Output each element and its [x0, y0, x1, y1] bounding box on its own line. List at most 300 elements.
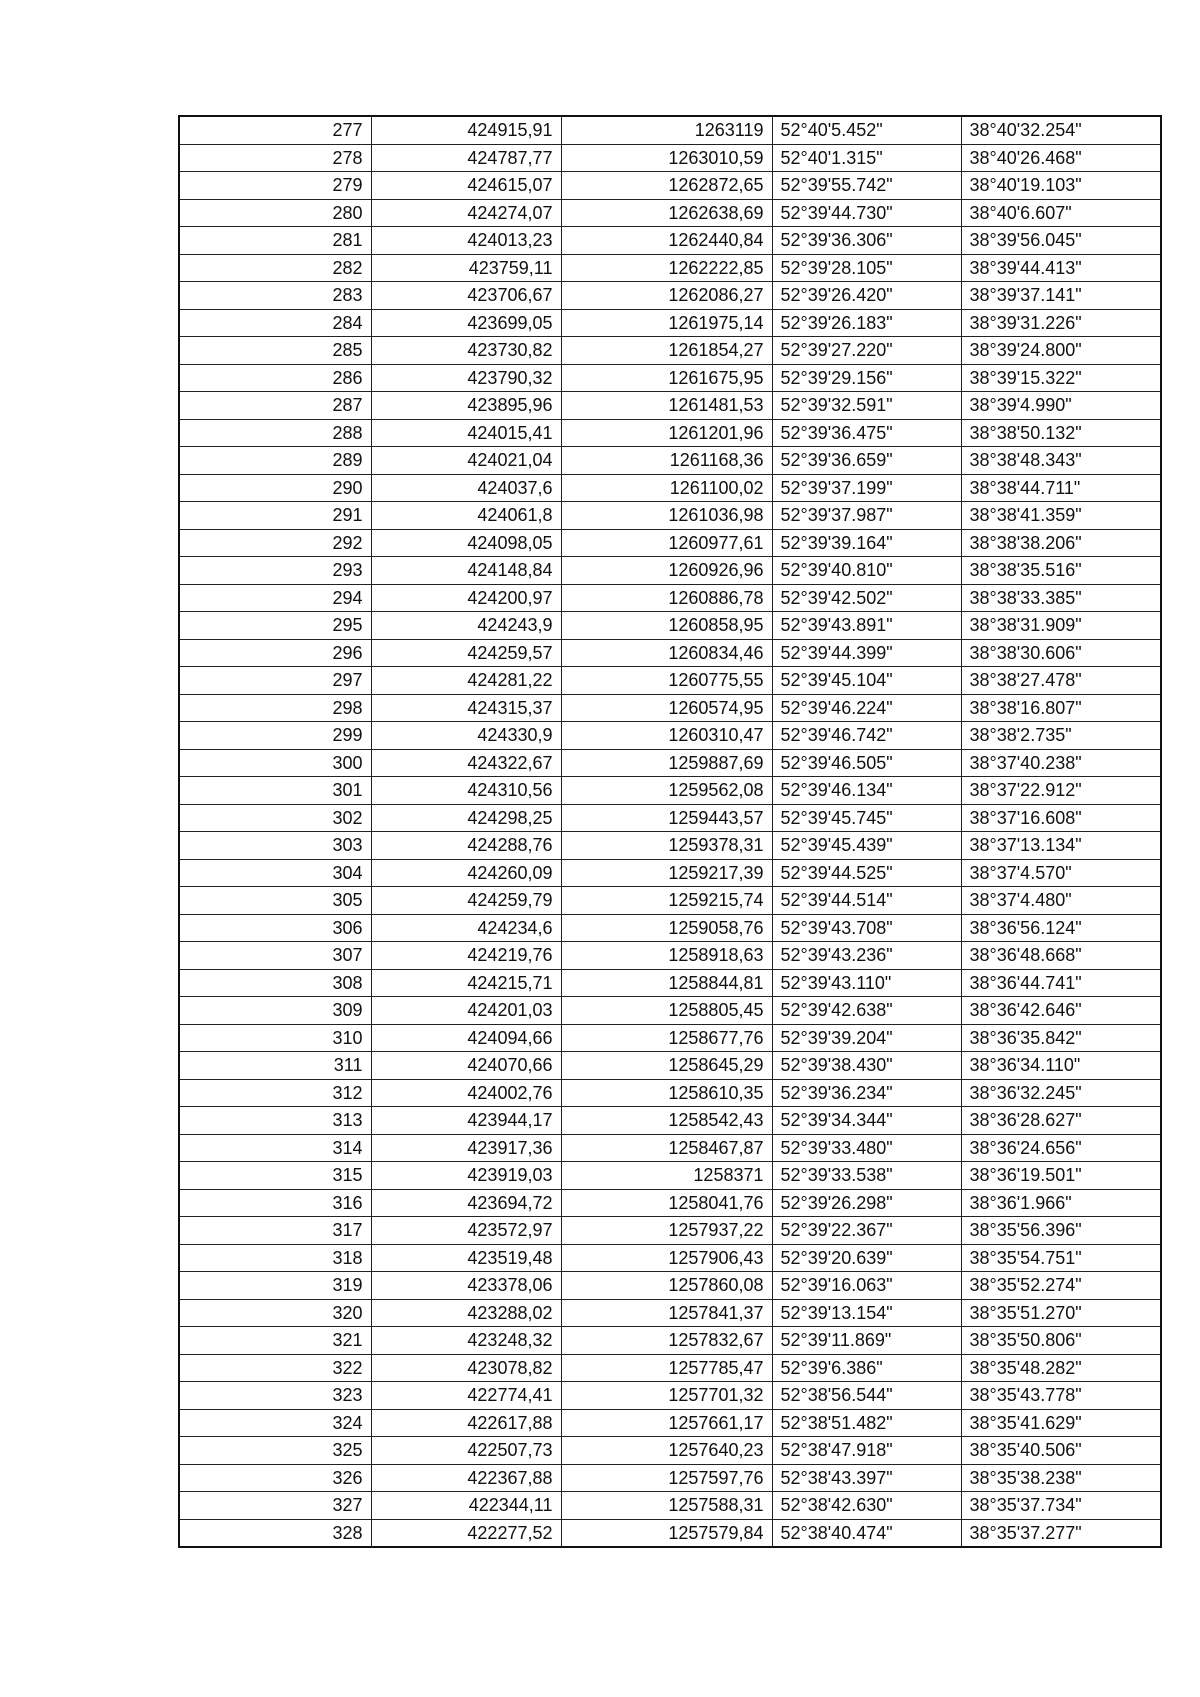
y-coordinate-cell: 1258610,35: [561, 1079, 772, 1107]
point-number-cell: 303: [179, 832, 371, 860]
y-coordinate-cell: 1258918,63: [561, 942, 772, 970]
x-coordinate-cell: 423730,82: [371, 337, 561, 365]
x-coordinate-cell: 424021,04: [371, 447, 561, 475]
latitude-cell: 52°39'45.745": [772, 804, 961, 832]
x-coordinate-cell: 424615,07: [371, 172, 561, 200]
y-coordinate-cell: 1257579,84: [561, 1519, 772, 1547]
x-coordinate-cell: 424322,67: [371, 749, 561, 777]
latitude-cell: 52°39'46.742": [772, 722, 961, 750]
y-coordinate-cell: 1257701,32: [561, 1382, 772, 1410]
point-number-cell: 318: [179, 1244, 371, 1272]
y-coordinate-cell: 1263119: [561, 116, 772, 144]
y-coordinate-cell: 1257906,43: [561, 1244, 772, 1272]
x-coordinate-cell: 424200,97: [371, 584, 561, 612]
table-row: [179, 1272, 1161, 1300]
longitude-cell: 38°37'22.912": [961, 777, 1161, 805]
longitude-cell: 38°38'16.807": [961, 694, 1161, 722]
longitude-cell: 38°36'35.842": [961, 1024, 1161, 1052]
x-coordinate-cell: 424259,79: [371, 887, 561, 915]
longitude-cell: 38°36'19.501": [961, 1162, 1161, 1190]
point-number-cell: 327: [179, 1492, 371, 1520]
y-coordinate-cell: 1261100,02: [561, 474, 772, 502]
table-row: [179, 914, 1161, 942]
table-row: [179, 116, 1161, 144]
longitude-cell: 38°35'37.277": [961, 1519, 1161, 1547]
point-number-cell: 287: [179, 392, 371, 420]
point-number-cell: 328: [179, 1519, 371, 1547]
latitude-cell: 52°38'42.630": [772, 1492, 961, 1520]
latitude-cell: 52°39'36.475": [772, 419, 961, 447]
y-coordinate-cell: 1258371: [561, 1162, 772, 1190]
y-coordinate-cell: 1257661,17: [561, 1409, 772, 1437]
table-row: [179, 1409, 1161, 1437]
longitude-cell: 38°37'40.238": [961, 749, 1161, 777]
x-coordinate-cell: 424259,57: [371, 639, 561, 667]
point-number-cell: 280: [179, 199, 371, 227]
table-row: [179, 942, 1161, 970]
latitude-cell: 52°39'34.344": [772, 1107, 961, 1135]
point-number-cell: 302: [179, 804, 371, 832]
table-row: [179, 749, 1161, 777]
longitude-cell: 38°37'16.608": [961, 804, 1161, 832]
y-coordinate-cell: 1260574,95: [561, 694, 772, 722]
longitude-cell: 38°40'32.254": [961, 116, 1161, 144]
table-row: [179, 419, 1161, 447]
table-row: [179, 612, 1161, 640]
latitude-cell: 52°39'40.810": [772, 557, 961, 585]
point-number-cell: 297: [179, 667, 371, 695]
latitude-cell: 52°39'32.591": [772, 392, 961, 420]
y-coordinate-cell: 1261675,95: [561, 364, 772, 392]
x-coordinate-cell: 424330,9: [371, 722, 561, 750]
x-coordinate-cell: 424215,71: [371, 969, 561, 997]
point-number-cell: 281: [179, 227, 371, 255]
point-number-cell: 293: [179, 557, 371, 585]
x-coordinate-cell: 423378,06: [371, 1272, 561, 1300]
y-coordinate-cell: 1259058,76: [561, 914, 772, 942]
x-coordinate-cell: 422617,88: [371, 1409, 561, 1437]
point-number-cell: 317: [179, 1217, 371, 1245]
table-row: [179, 887, 1161, 915]
x-coordinate-cell: 422277,52: [371, 1519, 561, 1547]
point-number-cell: 325: [179, 1437, 371, 1465]
table-row: [179, 337, 1161, 365]
latitude-cell: 52°39'39.204": [772, 1024, 961, 1052]
x-coordinate-cell: 423288,02: [371, 1299, 561, 1327]
longitude-cell: 38°38'31.909": [961, 612, 1161, 640]
y-coordinate-cell: 1261975,14: [561, 309, 772, 337]
point-number-cell: 321: [179, 1327, 371, 1355]
latitude-cell: 52°39'39.164": [772, 529, 961, 557]
y-coordinate-cell: 1261481,53: [561, 392, 772, 420]
longitude-cell: 38°36'42.646": [961, 997, 1161, 1025]
table-row: [179, 392, 1161, 420]
latitude-cell: 52°39'27.220": [772, 337, 961, 365]
y-coordinate-cell: 1257841,37: [561, 1299, 772, 1327]
latitude-cell: 52°39'11.869": [772, 1327, 961, 1355]
latitude-cell: 52°39'20.639": [772, 1244, 961, 1272]
x-coordinate-cell: 424201,03: [371, 997, 561, 1025]
latitude-cell: 52°38'47.918": [772, 1437, 961, 1465]
latitude-cell: 52°38'40.474": [772, 1519, 961, 1547]
longitude-cell: 38°35'51.270": [961, 1299, 1161, 1327]
x-coordinate-cell: 422367,88: [371, 1464, 561, 1492]
x-coordinate-cell: 424310,56: [371, 777, 561, 805]
point-number-cell: 289: [179, 447, 371, 475]
longitude-cell: 38°39'15.322": [961, 364, 1161, 392]
latitude-cell: 52°39'33.480": [772, 1134, 961, 1162]
latitude-cell: 52°39'22.367": [772, 1217, 961, 1245]
x-coordinate-cell: 423790,32: [371, 364, 561, 392]
latitude-cell: 52°39'46.505": [772, 749, 961, 777]
table-row: [179, 1464, 1161, 1492]
point-number-cell: 277: [179, 116, 371, 144]
point-number-cell: 320: [179, 1299, 371, 1327]
table-row: [179, 1024, 1161, 1052]
y-coordinate-cell: 1258805,45: [561, 997, 772, 1025]
longitude-cell: 38°38'2.735": [961, 722, 1161, 750]
latitude-cell: 52°39'46.134": [772, 777, 961, 805]
x-coordinate-cell: 423519,48: [371, 1244, 561, 1272]
latitude-cell: 52°39'36.659": [772, 447, 961, 475]
y-coordinate-cell: 1260886,78: [561, 584, 772, 612]
y-coordinate-cell: 1258542,43: [561, 1107, 772, 1135]
y-coordinate-cell: 1259562,08: [561, 777, 772, 805]
x-coordinate-cell: 424219,76: [371, 942, 561, 970]
longitude-cell: 38°35'38.238": [961, 1464, 1161, 1492]
table-row: [179, 1437, 1161, 1465]
x-coordinate-cell: 423919,03: [371, 1162, 561, 1190]
longitude-cell: 38°35'52.274": [961, 1272, 1161, 1300]
latitude-cell: 52°39'26.298": [772, 1189, 961, 1217]
longitude-cell: 38°39'44.413": [961, 254, 1161, 282]
y-coordinate-cell: 1257832,67: [561, 1327, 772, 1355]
table-row: [179, 502, 1161, 530]
table-row: [179, 227, 1161, 255]
point-number-cell: 316: [179, 1189, 371, 1217]
y-coordinate-cell: 1259443,57: [561, 804, 772, 832]
longitude-cell: 38°38'50.132": [961, 419, 1161, 447]
y-coordinate-cell: 1260926,96: [561, 557, 772, 585]
point-number-cell: 279: [179, 172, 371, 200]
longitude-cell: 38°36'1.966": [961, 1189, 1161, 1217]
y-coordinate-cell: 1262638,69: [561, 199, 772, 227]
table-row: [179, 474, 1161, 502]
table-row: [179, 1189, 1161, 1217]
table-row: [179, 1244, 1161, 1272]
point-number-cell: 308: [179, 969, 371, 997]
x-coordinate-cell: 424234,6: [371, 914, 561, 942]
point-number-cell: 295: [179, 612, 371, 640]
latitude-cell: 52°40'5.452": [772, 116, 961, 144]
longitude-cell: 38°36'44.741": [961, 969, 1161, 997]
latitude-cell: 52°39'44.399": [772, 639, 961, 667]
longitude-cell: 38°38'35.516": [961, 557, 1161, 585]
point-number-cell: 298: [179, 694, 371, 722]
x-coordinate-cell: 423248,32: [371, 1327, 561, 1355]
table-row: [179, 199, 1161, 227]
y-coordinate-cell: 1258041,76: [561, 1189, 772, 1217]
x-coordinate-cell: 423699,05: [371, 309, 561, 337]
x-coordinate-cell: 424037,6: [371, 474, 561, 502]
x-coordinate-cell: 424070,66: [371, 1052, 561, 1080]
y-coordinate-cell: 1257640,23: [561, 1437, 772, 1465]
longitude-cell: 38°40'6.607": [961, 199, 1161, 227]
table-row: [179, 1492, 1161, 1520]
latitude-cell: 52°39'44.730": [772, 199, 961, 227]
table-row: [179, 1052, 1161, 1080]
y-coordinate-cell: 1259215,74: [561, 887, 772, 915]
latitude-cell: 52°39'45.104": [772, 667, 961, 695]
table-row: [179, 1107, 1161, 1135]
latitude-cell: 52°39'55.742": [772, 172, 961, 200]
latitude-cell: 52°39'33.538": [772, 1162, 961, 1190]
latitude-cell: 52°39'37.199": [772, 474, 961, 502]
point-number-cell: 292: [179, 529, 371, 557]
y-coordinate-cell: 1258844,81: [561, 969, 772, 997]
y-coordinate-cell: 1257860,08: [561, 1272, 772, 1300]
table-row: [179, 694, 1161, 722]
table-row: [179, 557, 1161, 585]
y-coordinate-cell: 1262222,85: [561, 254, 772, 282]
longitude-cell: 38°36'48.668": [961, 942, 1161, 970]
longitude-cell: 38°36'28.627": [961, 1107, 1161, 1135]
point-number-cell: 296: [179, 639, 371, 667]
latitude-cell: 52°39'26.420": [772, 282, 961, 310]
y-coordinate-cell: 1260858,95: [561, 612, 772, 640]
y-coordinate-cell: 1258645,29: [561, 1052, 772, 1080]
x-coordinate-cell: 424274,07: [371, 199, 561, 227]
point-number-cell: 305: [179, 887, 371, 915]
point-number-cell: 286: [179, 364, 371, 392]
x-coordinate-cell: 423917,36: [371, 1134, 561, 1162]
y-coordinate-cell: 1261854,27: [561, 337, 772, 365]
point-number-cell: 282: [179, 254, 371, 282]
table-row: [179, 639, 1161, 667]
x-coordinate-cell: 424298,25: [371, 804, 561, 832]
longitude-cell: 38°38'27.478": [961, 667, 1161, 695]
table-row: [179, 1354, 1161, 1382]
point-number-cell: 311: [179, 1052, 371, 1080]
latitude-cell: 52°38'56.544": [772, 1382, 961, 1410]
longitude-cell: 38°39'24.800": [961, 337, 1161, 365]
y-coordinate-cell: 1259217,39: [561, 859, 772, 887]
point-number-cell: 283: [179, 282, 371, 310]
y-coordinate-cell: 1261036,98: [561, 502, 772, 530]
point-number-cell: 322: [179, 1354, 371, 1382]
latitude-cell: 52°39'42.502": [772, 584, 961, 612]
x-coordinate-cell: 423944,17: [371, 1107, 561, 1135]
point-number-cell: 290: [179, 474, 371, 502]
point-number-cell: 278: [179, 144, 371, 172]
latitude-cell: 52°39'26.183": [772, 309, 961, 337]
longitude-cell: 38°35'48.282": [961, 1354, 1161, 1382]
longitude-cell: 38°36'24.656": [961, 1134, 1161, 1162]
latitude-cell: 52°40'1.315": [772, 144, 961, 172]
table-row: [179, 282, 1161, 310]
point-number-cell: 299: [179, 722, 371, 750]
table-row: [179, 722, 1161, 750]
y-coordinate-cell: 1260310,47: [561, 722, 772, 750]
table-row: [179, 144, 1161, 172]
x-coordinate-cell: 424315,37: [371, 694, 561, 722]
x-coordinate-cell: 422507,73: [371, 1437, 561, 1465]
latitude-cell: 52°39'37.987": [772, 502, 961, 530]
longitude-cell: 38°35'37.734": [961, 1492, 1161, 1520]
latitude-cell: 52°39'38.430": [772, 1052, 961, 1080]
point-number-cell: 307: [179, 942, 371, 970]
longitude-cell: 38°35'41.629": [961, 1409, 1161, 1437]
x-coordinate-cell: 423078,82: [371, 1354, 561, 1382]
table-row: [179, 1217, 1161, 1245]
longitude-cell: 38°36'32.245": [961, 1079, 1161, 1107]
table-row: [179, 804, 1161, 832]
latitude-cell: 52°39'44.525": [772, 859, 961, 887]
x-coordinate-cell: 423694,72: [371, 1189, 561, 1217]
point-number-cell: 313: [179, 1107, 371, 1135]
table-row: [179, 1134, 1161, 1162]
point-number-cell: 288: [179, 419, 371, 447]
latitude-cell: 52°39'46.224": [772, 694, 961, 722]
longitude-cell: 38°40'26.468": [961, 144, 1161, 172]
longitude-cell: 38°39'4.990": [961, 392, 1161, 420]
latitude-cell: 52°39'29.156": [772, 364, 961, 392]
longitude-cell: 38°40'19.103": [961, 172, 1161, 200]
table-row: [179, 1382, 1161, 1410]
table-row: [179, 364, 1161, 392]
latitude-cell: 52°39'43.236": [772, 942, 961, 970]
table-row: [179, 667, 1161, 695]
table-row: [179, 832, 1161, 860]
table-row: [179, 1327, 1161, 1355]
y-coordinate-cell: 1257588,31: [561, 1492, 772, 1520]
longitude-cell: 38°39'31.226": [961, 309, 1161, 337]
longitude-cell: 38°38'44.711": [961, 474, 1161, 502]
table-row: [179, 1299, 1161, 1327]
longitude-cell: 38°37'13.134": [961, 832, 1161, 860]
latitude-cell: 52°38'43.397": [772, 1464, 961, 1492]
x-coordinate-cell: 423706,67: [371, 282, 561, 310]
point-number-cell: 310: [179, 1024, 371, 1052]
y-coordinate-cell: 1259378,31: [561, 832, 772, 860]
longitude-cell: 38°39'37.141": [961, 282, 1161, 310]
x-coordinate-cell: 422344,11: [371, 1492, 561, 1520]
y-coordinate-cell: 1260834,46: [561, 639, 772, 667]
table-row: [179, 309, 1161, 337]
point-number-cell: 326: [179, 1464, 371, 1492]
point-number-cell: 301: [179, 777, 371, 805]
x-coordinate-cell: 424002,76: [371, 1079, 561, 1107]
y-coordinate-cell: 1263010,59: [561, 144, 772, 172]
table-row: [179, 1519, 1161, 1547]
longitude-cell: 38°36'34.110": [961, 1052, 1161, 1080]
x-coordinate-cell: 424013,23: [371, 227, 561, 255]
latitude-cell: 52°38'51.482": [772, 1409, 961, 1437]
longitude-cell: 38°38'33.385": [961, 584, 1161, 612]
x-coordinate-cell: 424098,05: [371, 529, 561, 557]
point-number-cell: 284: [179, 309, 371, 337]
point-number-cell: 285: [179, 337, 371, 365]
latitude-cell: 52°39'28.105": [772, 254, 961, 282]
y-coordinate-cell: 1261168,36: [561, 447, 772, 475]
longitude-cell: 38°35'43.778": [961, 1382, 1161, 1410]
y-coordinate-cell: 1259887,69: [561, 749, 772, 777]
longitude-cell: 38°35'54.751": [961, 1244, 1161, 1272]
point-number-cell: 312: [179, 1079, 371, 1107]
point-number-cell: 291: [179, 502, 371, 530]
x-coordinate-cell: 424288,76: [371, 832, 561, 860]
point-number-cell: 323: [179, 1382, 371, 1410]
x-coordinate-cell: 423895,96: [371, 392, 561, 420]
table-row: [179, 777, 1161, 805]
table-row: [179, 997, 1161, 1025]
table-row: [179, 859, 1161, 887]
table-row: [179, 172, 1161, 200]
longitude-cell: 38°39'56.045": [961, 227, 1161, 255]
longitude-cell: 38°37'4.570": [961, 859, 1161, 887]
y-coordinate-cell: 1257937,22: [561, 1217, 772, 1245]
x-coordinate-cell: 424061,8: [371, 502, 561, 530]
longitude-cell: 38°35'56.396": [961, 1217, 1161, 1245]
latitude-cell: 52°39'42.638": [772, 997, 961, 1025]
point-number-cell: 294: [179, 584, 371, 612]
x-coordinate-cell: 423759,11: [371, 254, 561, 282]
table-row: [179, 584, 1161, 612]
x-coordinate-cell: 424281,22: [371, 667, 561, 695]
x-coordinate-cell: 424148,84: [371, 557, 561, 585]
y-coordinate-cell: 1262872,65: [561, 172, 772, 200]
point-number-cell: 304: [179, 859, 371, 887]
y-coordinate-cell: 1257785,47: [561, 1354, 772, 1382]
point-number-cell: 309: [179, 997, 371, 1025]
latitude-cell: 52°39'43.708": [772, 914, 961, 942]
y-coordinate-cell: 1258677,76: [561, 1024, 772, 1052]
x-coordinate-cell: 424915,91: [371, 116, 561, 144]
latitude-cell: 52°39'36.234": [772, 1079, 961, 1107]
latitude-cell: 52°39'45.439": [772, 832, 961, 860]
y-coordinate-cell: 1262440,84: [561, 227, 772, 255]
longitude-cell: 38°38'48.343": [961, 447, 1161, 475]
latitude-cell: 52°39'6.386": [772, 1354, 961, 1382]
longitude-cell: 38°35'50.806": [961, 1327, 1161, 1355]
longitude-cell: 38°35'40.506": [961, 1437, 1161, 1465]
longitude-cell: 38°38'38.206": [961, 529, 1161, 557]
y-coordinate-cell: 1261201,96: [561, 419, 772, 447]
latitude-cell: 52°39'13.154": [772, 1299, 961, 1327]
table-row: [179, 254, 1161, 282]
table-row: [179, 447, 1161, 475]
point-number-cell: 324: [179, 1409, 371, 1437]
point-number-cell: 314: [179, 1134, 371, 1162]
point-number-cell: 300: [179, 749, 371, 777]
y-coordinate-cell: 1260977,61: [561, 529, 772, 557]
x-coordinate-cell: 424243,9: [371, 612, 561, 640]
latitude-cell: 52°39'36.306": [772, 227, 961, 255]
y-coordinate-cell: 1262086,27: [561, 282, 772, 310]
coordinates-table-body: [179, 116, 1161, 1547]
latitude-cell: 52°39'16.063": [772, 1272, 961, 1300]
y-coordinate-cell: 1260775,55: [561, 667, 772, 695]
x-coordinate-cell: 424015,41: [371, 419, 561, 447]
coordinates-table: [178, 115, 1162, 1548]
point-number-cell: 315: [179, 1162, 371, 1190]
x-coordinate-cell: 424094,66: [371, 1024, 561, 1052]
latitude-cell: 52°39'44.514": [772, 887, 961, 915]
x-coordinate-cell: 424260,09: [371, 859, 561, 887]
x-coordinate-cell: 422774,41: [371, 1382, 561, 1410]
table-row: [179, 529, 1161, 557]
longitude-cell: 38°36'56.124": [961, 914, 1161, 942]
